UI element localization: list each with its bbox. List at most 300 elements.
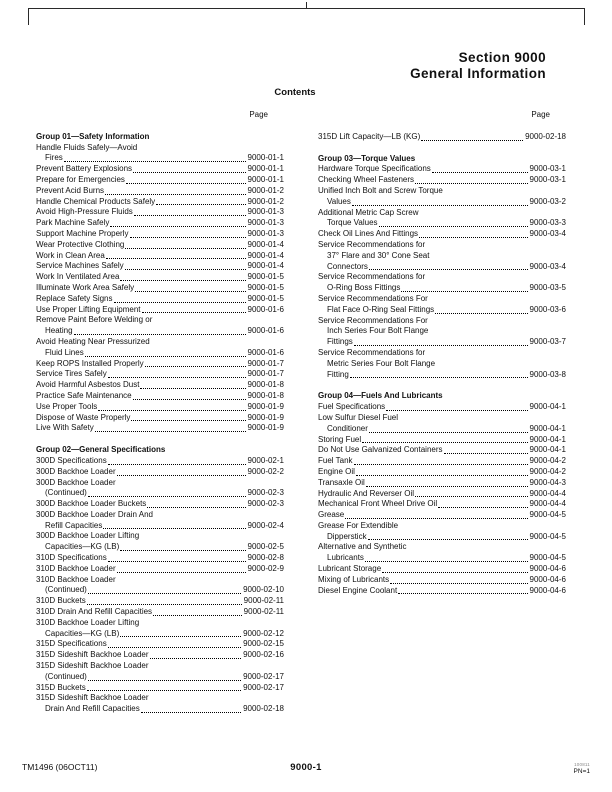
toc-entry-line [318,402,566,413]
toc-entry-title: Service Recommendations for [318,347,426,357]
footer-pn [574,762,590,775]
toc-dot-leader [398,593,527,594]
toc-entry-title: Engine Oil [318,466,355,476]
toc-entry-title: Check Oil Lines And Fittings [318,229,419,239]
toc-dot-leader [130,237,246,238]
footer-pn-label: PN=1 [573,768,590,775]
toc-entry-line [36,618,284,629]
toc-entry-title: Capacities—KG (LB) [45,542,120,552]
toc-dot-leader [362,442,527,443]
toc-column-right [318,110,566,715]
toc-entry-line [318,186,566,197]
toc-entry-line [318,283,566,294]
toc-page-number: 9000-02-3 [247,488,284,498]
toc-page-number: 9000-04-1 [529,402,566,412]
toc-entry-title: Grease For Extendible [318,520,399,530]
toc-entry-title: Illuminate Work Area Safely [36,282,135,292]
toc-dot-leader [419,237,527,238]
toc-entry-line [318,251,566,262]
toc-entry-line [318,489,566,500]
toc-page-number: 9000-02-5 [247,542,284,552]
toc-entry-line [318,272,566,283]
toc-entry-line [318,542,566,553]
toc-page-number: 9000-01-5 [247,272,284,282]
toc-dot-leader [401,291,527,292]
toc-entry-title: 315D Sideshift Backhoe Loader [36,693,149,703]
toc-group-heading: Group 03—Torque Values [318,153,416,163]
toc-entry-line [36,294,284,305]
toc-dot-leader [379,226,528,227]
toc-entry-title: Service Recommendations For [318,293,428,303]
toc-dot-leader [126,183,246,184]
toc-entry-title: Mixing of Lubricants [318,574,390,584]
toc-entry-title: Prevent Battery Explosions [36,164,133,174]
toc-dot-leader [135,291,245,292]
toc-entry-title: Lubricants [327,553,364,563]
toc-entry-title: Torque Values [327,218,378,228]
toc-entry-line [318,305,566,316]
toc-entry-line [36,413,284,424]
toc-entry-line [36,542,284,553]
toc-dot-leader [64,161,246,162]
toc-page-number: 9000-01-9 [247,401,284,411]
toc-dot-leader [98,410,245,411]
toc-page-number: 9000-02-18 [525,131,566,141]
toc-dot-leader [103,528,245,529]
toc-group [318,391,566,596]
toc-entry-line [318,229,566,240]
toc-column-left-body [36,132,284,715]
toc-entry-title: 300D Specifications [36,455,107,465]
toc-page-number: 9000-01-3 [247,218,284,228]
toc-page-number: 9000-02-9 [247,563,284,573]
toc-entry-title: 300D Backhoe Loader Buckets [36,499,147,509]
toc-entry-title: Live With Safety [36,423,94,433]
toc-page-number: 9000-01-3 [247,207,284,217]
toc-group [36,132,284,434]
toc-dot-leader [415,496,527,497]
toc-page-number: 9000-01-2 [247,185,284,195]
toc-entry-title: Grease [318,510,345,520]
toc-group-heading: Group 02—General Specifications [36,445,166,455]
toc-page-number: 9000-01-4 [247,261,284,271]
toc-page-number: 9000-04-5 [529,531,566,541]
toc-entry-title: Fittings [327,337,353,347]
toc-entry-title: Connectors [327,261,368,271]
toc-entry-line [36,499,284,510]
toc-page-number: 9000-04-1 [529,445,566,455]
toc-dot-leader [125,269,246,270]
toc-page-number: 9000-04-5 [529,510,566,520]
toc-entry-title: 300D Backhoe Loader [36,466,116,476]
toc-entry-line [36,531,284,542]
toc-entry-line [36,240,284,251]
toc-entry-title: Alternative and Synthetic [318,542,407,552]
toc-entry-line [36,693,284,704]
toc-entry-title: 300D Backhoe Loader Lifting [36,531,140,541]
toc-entry-line [36,207,284,218]
toc-entry-line [36,380,284,391]
toc-entry-line [318,326,566,337]
toc-entry-title: Dispose of Waste Properly [36,412,131,422]
top-right-tick [584,8,585,25]
toc-page-number: 9000-01-4 [247,239,284,249]
toc-page-number: 9000-04-4 [529,499,566,509]
toc-entry-title: Lubricant Storage [318,564,382,574]
toc-entry-line [36,585,284,596]
toc-dot-leader [145,366,246,367]
toc-entry-title: Fuel Tank [318,456,353,466]
toc-entry-title: Capacities—KG (LB) [45,628,120,638]
toc-dot-leader [432,172,528,173]
toc-entry-title: Avoid Harmful Asbestos Dust [36,380,140,390]
toc-page-number: 9000-04-1 [529,434,566,444]
toc-entry-line [318,197,566,208]
toc-dot-leader [390,583,527,584]
toc-dot-leader [368,539,528,540]
toc-page-number: 9000-04-2 [529,466,566,476]
toc-entry-line [318,586,566,597]
toc-entry-line [36,391,284,402]
toc-dot-leader [386,410,527,411]
toc-page-number: 9000-03-2 [529,196,566,206]
toc-dot-leader [356,475,528,476]
toc-dot-leader [354,345,528,346]
toc-entry-title: Fluid Lines [45,347,84,357]
toc-entry-title: Fitting [327,369,349,379]
page-column-label: Page [531,110,550,119]
toc-entry-line [318,294,566,305]
toc-page-number: 9000-02-4 [247,520,284,530]
toc-dot-leader [365,561,528,562]
toc-entry-line [318,370,566,381]
toc-page-number: 9000-02-2 [247,466,284,476]
footer-manual-number: TM1496 (06OCT11) [22,762,98,772]
toc-entry-line [318,164,566,175]
toc-entry-line [318,175,566,186]
toc-entry-title: Transaxle Oil [318,477,365,487]
toc-entry-title: 315D Lift Capacity—LB (KG) [318,131,421,141]
toc-dot-leader [85,356,246,357]
toc-entry-title: 310D Drain And Refill Capacities [36,607,153,617]
toc-page-number: 9000-01-5 [247,293,284,303]
toc-entry-title: Values [327,196,351,206]
page-header [0,50,546,82]
toc-entry-title: Fires [45,153,63,163]
toc-entry-line [36,596,284,607]
toc-page-number: 9000-04-6 [529,574,566,584]
toc-entry-line [36,704,284,715]
toc-entry-title: Practice Safe Maintenance [36,390,132,400]
toc-dot-leader [352,205,528,206]
toc-entry-title: Work in Clean Area [36,250,105,260]
toc-entry-line [318,424,566,435]
toc-dot-leader [110,226,245,227]
toc-page-number: 9000-04-3 [529,477,566,487]
toc-entry-title: 310D Backhoe Loader [36,574,116,584]
toc-page-number: 9000-04-1 [529,423,566,433]
toc-page-number: 9000-03-3 [529,218,566,228]
toc-page-number: 9000-02-3 [247,499,284,509]
toc-entry-line [36,326,284,337]
toc-entry-line [36,478,284,489]
toc-entry-line [36,315,284,326]
toc-entry-line [36,229,284,240]
toc-column-left [36,110,284,715]
toc-entry-title: Conditioner [327,423,368,433]
toc-entry-title: Dipperstick [327,531,367,541]
toc-entry-line [318,337,566,348]
toc-page-number: 9000-03-4 [529,261,566,271]
toc-entry-line [36,218,284,229]
toc-entry-title: Use Proper Tools [36,401,98,411]
toc-dot-leader [140,388,245,389]
toc-page-number: 9000-02-16 [243,650,284,660]
toc-dot-leader [133,172,245,173]
toc-page-number: 9000-02-8 [247,553,284,563]
section-subtitle: General Information [410,66,546,81]
toc-page-number: 9000-02-10 [243,585,284,595]
toc-entry-title: Service Machines Safely [36,261,124,271]
toc-columns [36,110,566,715]
toc-page-number: 9000-01-4 [247,250,284,260]
toc-page-number: 9000-02-17 [243,671,284,681]
toc-dot-leader [117,475,246,476]
toc-dot-leader [108,647,241,648]
toc-entry-line [36,683,284,694]
toc-page-number: 9000-03-5 [529,283,566,293]
toc-dot-leader [141,712,241,713]
toc-entry-title: Support Machine Properly [36,228,129,238]
toc-entry-title: 315D Sideshift Backhoe Loader [36,661,149,671]
toc-entry-line [318,208,566,219]
toc-dot-leader [87,604,242,605]
toc-dot-leader [134,215,246,216]
toc-entry-line [36,639,284,650]
toc-dot-leader [108,377,246,378]
toc-entry-line [318,499,566,510]
toc-entry-title: Refill Capacities [45,520,103,530]
toc-dot-leader [120,280,245,281]
toc-entry-title: Service Recommendations for [318,239,426,249]
toc-entry-line [36,629,284,640]
page-column-label: Page [249,110,268,119]
toc-entry-line [36,521,284,532]
toc-page-number: 9000-04-6 [529,585,566,595]
toc-page-number: 9000-01-6 [247,326,284,336]
toc-entry-line [36,164,284,175]
toc-entry-line [36,607,284,618]
toc-dot-leader [87,690,241,691]
toc-entry-line [36,402,284,413]
toc-dot-leader [105,194,245,195]
toc-entry-line [36,672,284,683]
toc-entry-title: (Continued) [45,585,87,595]
toc-page-number: 9000-04-4 [529,488,566,498]
toc-group [36,445,284,715]
toc-page-number: 9000-02-18 [243,704,284,714]
toc-page-number: 9000-01-6 [247,304,284,314]
toc-dot-leader [366,486,528,487]
toc-entry-title: Additional Metric Cap Screw [318,207,419,217]
toc-dot-leader [88,680,241,681]
toc-dot-leader [153,615,242,616]
toc-dot-leader [95,431,246,432]
toc-entry-title: Wear Protective Clothing [36,239,125,249]
toc-entry-line [36,143,284,154]
toc-entry-line [36,467,284,478]
toc-entry-title: Avoid High-Pressure Fluids [36,207,133,217]
toc-dot-leader [438,507,527,508]
toc-dot-leader [435,313,527,314]
toc-entry-title: 310D Backhoe Loader [36,563,116,573]
toc-dot-leader [147,507,245,508]
toc-entry-title: 37° Flare and 30° Cone Seat [327,250,430,260]
toc-page-number: 9000-02-1 [247,455,284,465]
toc-page-number: 9000-01-1 [247,164,284,174]
toc-entry-line [318,445,566,456]
toc-entry-line [318,478,566,489]
toc-dot-leader [114,302,246,303]
toc-entry-title: Hydraulic And Reverser Oil [318,488,415,498]
toc-entry-line [36,348,284,359]
toc-entry-title: Drain And Refill Capacities [45,704,140,714]
toc-entry-title: 315D Buckets [36,682,86,692]
toc-dot-leader [108,561,246,562]
toc-entry-line [36,337,284,348]
toc-entry-line [36,251,284,262]
section-title: Section 9000 [458,50,546,65]
toc-page-number: 9000-01-8 [247,390,284,400]
toc-entry-line [36,575,284,586]
toc-dot-leader [88,496,246,497]
toc-page-number: 9000-01-6 [247,347,284,357]
toc-entry-title: Low Sulfur Diesel Fuel [318,412,399,422]
toc-entry-title: Mechanical Front Wheel Drive Oil [318,499,438,509]
toc-entry-title: Inch Series Four Bolt Flange [327,326,429,336]
toc-page-number: 9000-02-15 [243,639,284,649]
toc-entry-title: Hardware Torque Specifications [318,164,431,174]
toc-page-number: 9000-02-17 [243,682,284,692]
toc-entry-line [36,283,284,294]
toc-entry-line [36,650,284,661]
toc-entry-line [318,262,566,273]
toc-group-heading: Group 04—Fuels And Lubricants [318,391,443,401]
toc-page-number: 9000-04-6 [529,564,566,574]
footer-page-number: 9000-1 [290,762,322,773]
top-left-tick [28,8,29,25]
toc-entry-line [36,153,284,164]
toc-page-number: 9000-02-12 [243,628,284,638]
toc-entry-title: (Continued) [45,671,87,681]
toc-entry-line [36,359,284,370]
toc-entry-title: Prepare for Emergencies [36,174,125,184]
toc-page-number: 9000-01-3 [247,228,284,238]
toc-entry-title: 315D Specifications [36,639,107,649]
toc-entry-title: 310D Buckets [36,596,86,606]
toc-entry-line [318,132,566,143]
toc-page-number: 9000-03-6 [529,304,566,314]
footer-print-code: 100811 [574,762,590,767]
toc-entry-title: Use Proper Lifting Equipment [36,304,141,314]
toc-entry-line [318,218,566,229]
toc-dot-leader [88,593,241,594]
toc-entry-title: Handle Fluids Safely—Avoid [36,142,138,152]
toc-page-number: 9000-01-2 [247,196,284,206]
toc-entry-title: Service Recommendations for [318,272,426,282]
toc-entry-title: 300D Backhoe Loader [36,477,116,487]
toc-entry-line [318,564,566,575]
toc-page-number: 9000-03-1 [529,164,566,174]
toc-entry-line [36,564,284,575]
toc-dot-leader [444,453,528,454]
toc-page-number: 9000-04-5 [529,553,566,563]
toc-entry-line [318,435,566,446]
toc-dot-leader [369,432,528,433]
toc-entry-title: Checking Wheel Fasteners [318,175,415,185]
contents-title: Contents [274,87,316,98]
toc-dot-leader [415,183,527,184]
toc-entry-title: Diesel Engine Coolant [318,585,398,595]
toc-page-number: 9000-02-11 [243,596,284,606]
toc-entry-line [318,467,566,478]
toc-entry-title: Park Machine Safely [36,218,110,228]
toc-entry-line [36,456,284,467]
toc-entry-line [36,553,284,564]
toc-column-right-body [318,132,566,597]
toc-entry-line [318,413,566,424]
toc-entry-title: Remove Paint Before Welding or [36,315,153,325]
toc-entry-line [318,456,566,467]
toc-page-number: 9000-04-2 [529,456,566,466]
toc-entry-title: Service Tires Safely [36,369,107,379]
toc-page-number: 9000-01-1 [247,153,284,163]
toc-entry-line [36,197,284,208]
toc-entry-title: Prevent Acid Burns [36,185,105,195]
toc-entry-title: 310D Backhoe Loader Lifting [36,617,140,627]
toc-dot-leader [131,420,245,421]
toc-dot-leader [354,464,528,465]
toc-page-number: 9000-03-4 [529,229,566,239]
toc-page-number: 9000-02-11 [243,607,284,617]
toc-page-number: 9000-01-9 [247,412,284,422]
toc-dot-leader [120,636,241,637]
toc-entry-title: 315D Sideshift Backhoe Loader [36,650,149,660]
toc-entry-line [318,510,566,521]
toc-entry-line [318,532,566,543]
toc-dot-leader [120,550,245,551]
toc-dot-leader [421,140,523,141]
top-center-tick [306,2,307,9]
toc-entry-title: Keep ROPS Installed Properly [36,358,144,368]
toc-entry-title: Work In Ventilated Area [36,272,120,282]
toc-entry-line [36,488,284,499]
toc-entry-title: 310D Specifications [36,553,107,563]
toc-entry-line [318,521,566,532]
toc-page-number: 9000-01-8 [247,380,284,390]
toc-entry-title: O-Ring Boss Fittings [327,283,401,293]
toc-group [318,132,566,143]
toc-entry-line [318,316,566,327]
toc-dot-leader [369,269,528,270]
toc-dot-leader [117,572,246,573]
toc-entry-line [318,359,566,370]
toc-page-number: 9000-03-7 [529,337,566,347]
toc-entry-line [36,423,284,434]
toc-page-number: 9000-01-9 [247,423,284,433]
toc-entry-title: Metric Series Four Bolt Flange [327,358,436,368]
toc-dot-leader [125,248,245,249]
